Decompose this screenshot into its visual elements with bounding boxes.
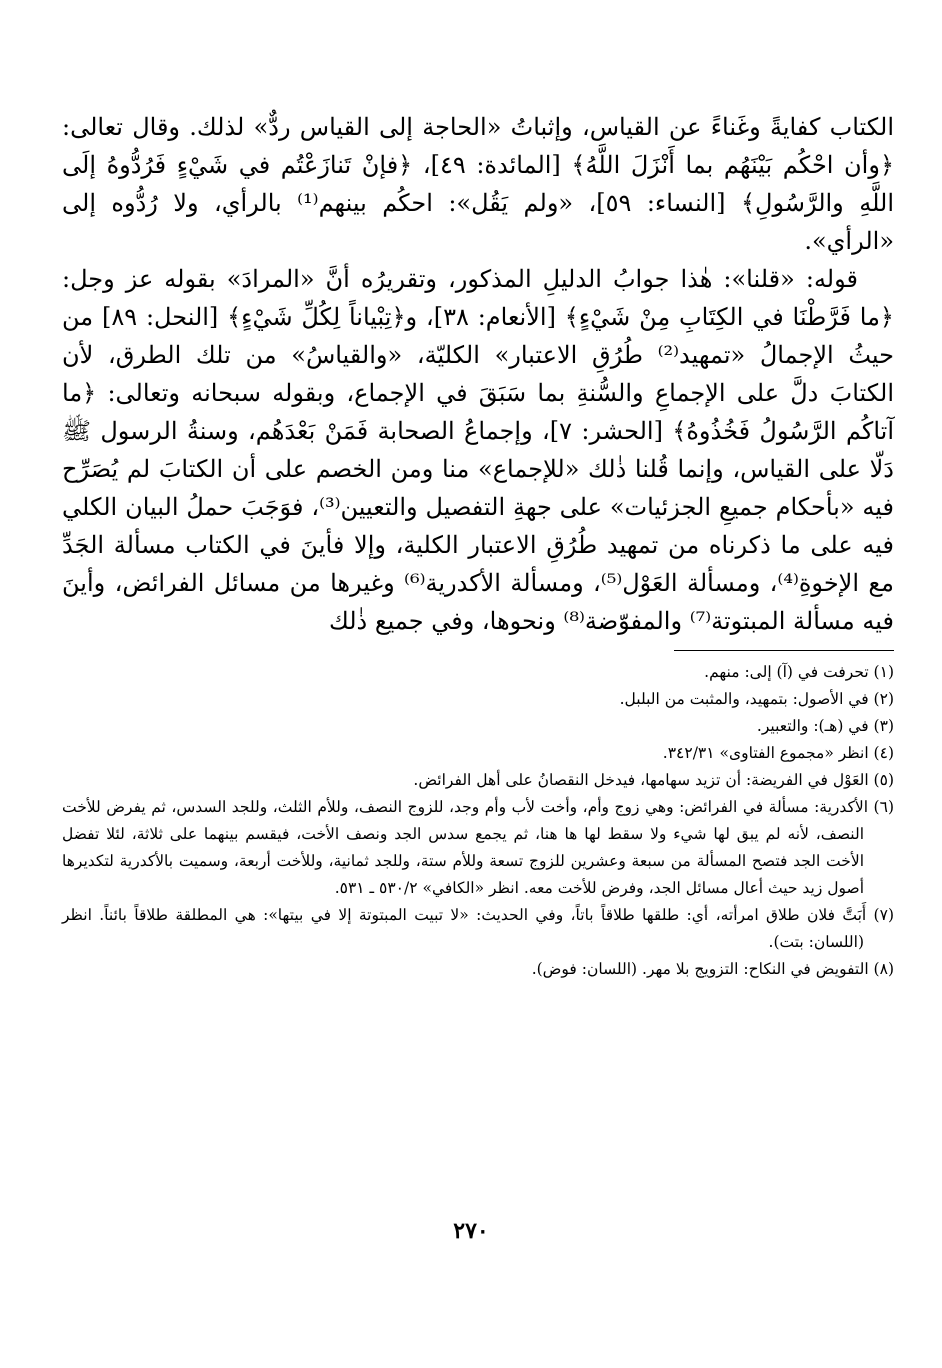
footnote-2: (٢) في الأصول: بتمهيد، والمثبت من البلبل. (619, 690, 894, 708)
footnote-separator (674, 650, 894, 651)
footnotes (62, 659, 894, 983)
footnote-8: (٨) التفويض في النكاح: التزويج بلا مهر. (اللسان: فوض). (531, 960, 894, 978)
paragraph-1: الكتاب كفايةً وغَناءً عن القياس، وإثباتُ «الحاجة إلى القياس ردٌّ» لذلك. وقال تعالى: ﴿وأن احْكُم بَيْنَهُم بما أَنْزَلَ اللَّهُ﴾ [المائدة: ٤٩]، ﴿فإنْ تَنازَعْتُم في شَيْءٍ فَرُدُّوهُ إلَى اللَّهِ والرَّسُولِ﴾ [النساء: ٥٩]، «ولم يَقُل»: احكُم بينهم⁽¹⁾ بالرأي، ولا رُدُّوه إلى «الرأي». (62, 113, 895, 255)
page-content (62, 108, 894, 983)
main-text (62, 108, 894, 640)
page-number: ٢٧٠ (453, 1218, 489, 1244)
footnote-3: (٣) في (هـ): والتعبير. (756, 717, 894, 735)
footnote-4: (٤) انظر «مجموع الفتاوى» ٣٤٢/٣١. (662, 744, 894, 762)
paragraph-2: قوله: «قلنا»: هٰذا جوابُ الدليلِ المذكور، وتقريرُه أنَّ «المرادَ» بقوله عز وجل: ﴿ما فَرَّطْنَا في الكِتَابِ مِنْ شَيْءٍ﴾ [الأنعام: ٣٨]، و﴿تِبْياناً لِكُلِّ شَيْءٍ﴾ [النحل: ٨٩] من حيثُ الإجمالُ «تمهيد⁽²⁾ طُرُقِ الاعتبار» الكليّة، «والقياسُ» من تلك الطرق، لأن الكتابَ دلَّ على الإجماعِ والسُّنةِ بما سَبَقَ في الإجماع، وبقوله سبحانه وتعالى: ﴿ما آتاكُم الرَّسُولُ فَخُذُوهُ﴾ [الحشر: ٧]، وإجماعُ الصحابة فَمَنْ بَعْدَهُم، وسنةُ الرسول ﷺ دَلّا على القياس، وإنما قُلنا ذٰلك «للإجماع» منا ومن الخصم على أن الكتابَ لم يُصَرِّح فيه «بأحكام جميعِ الجزئيات» على جهةِ التفصيل والتعيين⁽³⁾، فوَجَبَ حملُ البيان الكلي فيه على ما ذكرناه من تمهيد طُرُقِ الاعتبار الكلية، وإلا فأينَ في الكتاب مسألة الجَدِّ مع الإخوةِ⁽⁴⁾، ومسألة العَوْل⁽⁵⁾، ومسألة الأكدرية⁽⁶⁾ وغيرها من مسائل الفرائض، وأينَ فيه مسألة المبتوتة⁽⁷⁾ والمفوّضة⁽⁸⁾ ونحوها، وفي جميع ذٰلك (62, 265, 895, 635)
footnote-7: (٧) أَبَتَّ فلان طلاق امرأته، أي: طلقها طلاقاً باتاً، وفي الحديث: «لا تبيت المبتوتة إلا في بيتها»: هي المطلقة طلاقاً بائناً. انظر (اللسان: بتت). (62, 906, 894, 951)
footnote-6: (٦) الأكدرية: مسألة في الفرائض: وهي زوج وأم، وأخت لأب وأم وجد، للزوج النصف، وللأم الثلث، وللجد السدس، ثم يفرض للأخت النصف، لأنه لم يبق لها شيء ولا سقط لها ها هنا، ثم يجمع سدس الجد ونصف الأخت، فيقسم بينهما على ثلاثة، لئلا تفضل الأخت الجد فتصح المسألة من سبعة وعشرين للزوج تسعة وللأم ستة، وللجد ثمانية، وللأخت أربعة، وسميت بالأكدرية لتكديرها أصول زيد حيث أعال مسائل الجد، وفرض للأخت معه. انظر «الكافي» ٥٣٠/٢ ـ ٥٣١. (62, 798, 894, 897)
footnote-1: (١) تحرفت في (آ) إلى: منهم. (704, 663, 894, 681)
footnote-5: (٥) العَوْل في الفريضة: أن تزيد سهامها، فيدخل النقصانُ على أهل الفرائض. (413, 771, 894, 789)
